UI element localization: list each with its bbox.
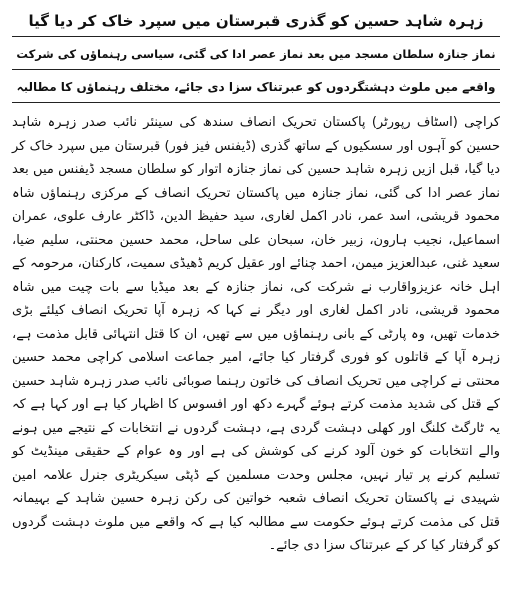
headline-divider (12, 102, 500, 103)
sub-headline-2: واقعے میں ملوث دہشتگردوں کو عبرتناک سزا دی جائے، مختلف رہنماؤں کا مطالبہ (16, 80, 496, 94)
article-paragraph: کراچی (اسٹاف رپورٹر) پاکستان تحریک انصاف سندھ کی سینئر نائب صدر زہرہ شاہد حسین کو آہوں اور سسکیوں کے ساتھ گذری (ڈیفنس فیز فور) قبرستان میں سپرد خاک کر دیا گیا، قبل ازیں زہرہ شاہد حسین کی نماز جنازہ اتوار کو سلطان مسجد ڈیفنس میں بعد نماز عصر ادا کی گئی، نماز جنازہ میں پاکستان تحریک انصاف کے مرکزی رہنماؤں شاہ محمود قریشی، اسد عمر، نادر اکمل لغاری، سید حفیظ الدین، ڈاکٹر عارف علوی، عمران اسماعیل، نجیب ہارون، زبیر خان، سبحان علی ساحل، محمد حسین محنتی، سلیم ضیا، سعید غنی، عبدالعزیز میمن، احمد چنائے اور عقیل کریم ڈھیڈی سمیت، کارکنان، مرحومہ کے اہل خانہ عزیزواقارب نے شرکت کی، نماز جنازہ کے بعد میڈیا سے بات چیت میں شاہ محمود قریشی، نادر اکمل لغاری اور دیگر نے کہا کہ زہرہ آپا تحریک انصاف کیلئے بڑی خدمات تھیں، وہ پارٹی کے بانی رہنماؤں میں سے تھیں، ان کا قتل انتہائی قابل مذمت ہے، زہرہ آپا کے قاتلوں کو فوری گرفتار کیا جائے، امیر جماعت اسلامی کراچی محمد حسین محنتی نے کراچی میں تحریک انصاف کی خاتون رہنما صوبائی نائب صدر زہرہ شاہد حسین کے قتل کی شدید مذمت کرتے ہوئے گہرے دکھ اور افسوس کا اظہار کیا ہے اور کہا ہے کہ یہ ٹارگٹ کلنگ اور کھلی دہشت گردی ہے، دہشت گردوں نے انتخابات کے نتیجے میں ہونے والے انتخابات کو خون آلود کرنے کی کوشش کی ہے اور وہ عوام کے حقیقی مینڈیٹ کو تسلیم کرنے پر تیار نہیں، مجلس وحدت مسلمین کے ڈپٹی سیکریٹری جنرل علامہ امین شہیدی نے پاکستان تحریک انصاف شعبہ خواتین کی رکن زہرہ حسین شاہد کے بہیمانہ قتل کی مذمت کرتے ہوئے حکومت سے مطالبہ کیا ہے کہ واقعے میں ملوث دہشت گردوں کو گرفتار کیا کر کے عبرتناک سزا دی جائے۔ (12, 115, 500, 553)
headline-block (12, 6, 500, 103)
headline-divider (12, 69, 500, 70)
sub-headline-1: نماز جنازہ سلطان مسجد میں بعد نماز عصر ادا کی گئی، سیاسی رہنماؤں کی شرکت (16, 47, 496, 61)
headline-divider (12, 36, 500, 37)
main-headline: زہرہ شاہد حسین کو گذری قبرستان میں سپرد خاک کر دیا گیا (28, 12, 484, 30)
article-body (12, 111, 500, 558)
